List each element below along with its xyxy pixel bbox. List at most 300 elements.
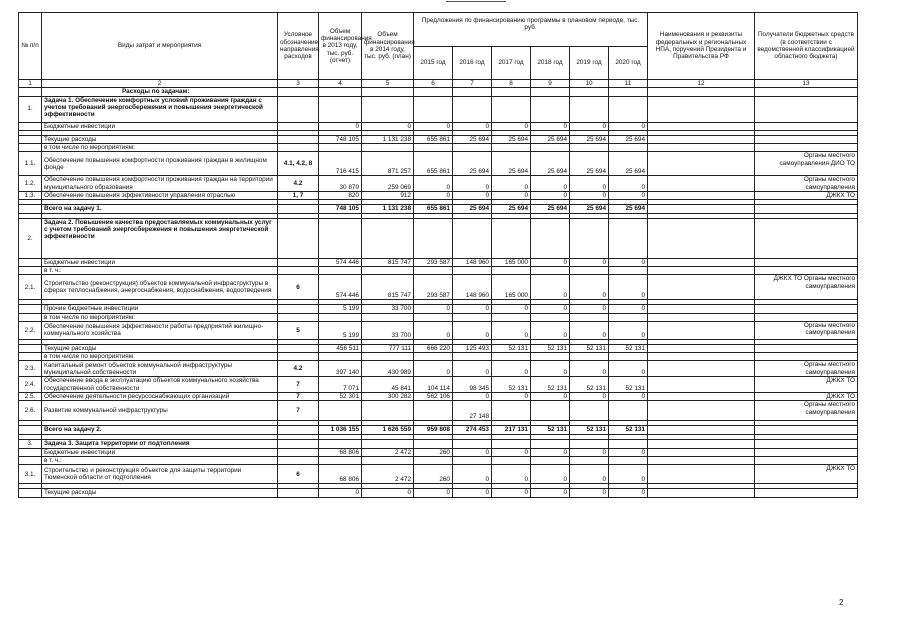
amount-cell <box>362 439 414 448</box>
amount-cell: 0 <box>453 305 492 313</box>
amount-cell: 0 <box>570 192 609 200</box>
amount-cell: 0 <box>453 192 492 200</box>
table-header <box>19 13 858 88</box>
amount-cell: 25 694 <box>609 152 648 176</box>
amount-cell: 25 694 <box>609 205 648 213</box>
table-row <box>19 439 858 448</box>
amount-cell: 0 <box>492 465 531 484</box>
column-number: 3 <box>278 80 319 88</box>
npa-cell <box>648 393 755 401</box>
recipient-cell <box>755 489 858 497</box>
amount-cell: 0 <box>531 258 570 266</box>
table-row <box>19 313 858 321</box>
amount-cell: 912 <box>362 192 414 200</box>
notation-code: 4.2 <box>278 176 319 192</box>
recipient-cell <box>755 96 858 122</box>
amount-cell: 0 <box>570 122 609 130</box>
notation-code <box>278 439 319 448</box>
amount-cell: 0 <box>570 321 609 339</box>
row-number <box>19 426 42 434</box>
row-description: Задача 1. Обеспечение комфортных условий проживания граждан с учетом требований энергосбережения и повышения энергетической эффективности <box>42 96 278 122</box>
npa-cell <box>648 275 755 300</box>
table-row <box>19 152 858 176</box>
amount-cell: 0 <box>609 192 648 200</box>
npa-cell <box>648 176 755 192</box>
header-year: 2016 год <box>453 47 492 80</box>
recipient-cell <box>755 218 858 258</box>
amount-cell: 0 <box>609 489 648 497</box>
amount-cell: 871 257 <box>362 152 414 176</box>
column-number: 6 <box>414 80 453 88</box>
notation-code: 4.1, 4.2, 8 <box>278 152 319 176</box>
recipient-cell: Органы местного самоуправления <box>755 361 858 377</box>
row-number <box>19 144 42 152</box>
amount-cell: 148 960 <box>453 258 492 266</box>
amount-cell: 0 <box>609 122 648 130</box>
table-row <box>19 361 858 377</box>
header-no: № п/п <box>19 13 42 80</box>
row-description: Обеспечение деятельности ресурсоснабжающих организаций <box>42 393 278 401</box>
amount-cell: 0 <box>414 361 453 377</box>
recipient-cell <box>755 448 858 456</box>
amount-cell <box>531 401 570 421</box>
recipient-cell: ДЖКХ ТО <box>755 393 858 401</box>
amount-cell <box>453 144 492 152</box>
table-row <box>19 122 858 130</box>
notation-code <box>278 305 319 313</box>
amount-cell <box>492 353 531 361</box>
amount-cell: 1 626 559 <box>362 426 414 434</box>
amount-cell <box>319 313 362 321</box>
table-row <box>19 305 858 313</box>
amount-cell: 820 <box>319 192 362 200</box>
amount-cell <box>414 96 453 122</box>
row-number <box>19 88 42 96</box>
recipient-cell: ДЖКХ ТО <box>755 465 858 484</box>
column-number: 9 <box>531 80 570 88</box>
recipient-cell: Органы местного самоуправления <box>755 401 858 421</box>
table-row <box>19 353 858 361</box>
amount-cell: 0 <box>609 465 648 484</box>
row-description: Расходы по задачам: <box>42 88 278 96</box>
amount-cell: 0 <box>453 393 492 401</box>
amount-cell: 25 694 <box>492 205 531 213</box>
amount-cell: 25 694 <box>570 205 609 213</box>
amount-cell: 959 808 <box>414 426 453 434</box>
amount-cell <box>531 218 570 258</box>
amount-cell: 748 105 <box>319 135 362 143</box>
amount-cell <box>414 439 453 448</box>
amount-cell: 25 694 <box>453 135 492 143</box>
amount-cell <box>414 266 453 274</box>
amount-cell: 0 <box>453 448 492 456</box>
amount-cell: 815 747 <box>362 258 414 266</box>
amount-cell: 293 587 <box>414 275 453 300</box>
amount-cell <box>570 96 609 122</box>
header-costs: Виды затрат и мероприятия <box>42 13 278 80</box>
row-description: Текущие расходы <box>42 489 278 497</box>
amount-cell <box>414 144 453 152</box>
table-row <box>19 426 858 434</box>
recipient-cell: ДЖКХ ТО <box>755 377 858 393</box>
amount-cell: 52 131 <box>492 344 531 352</box>
table-row <box>19 456 858 464</box>
npa-cell <box>648 489 755 497</box>
npa-cell <box>648 96 755 122</box>
column-number: 7 <box>453 80 492 88</box>
amount-cell: 0 <box>609 361 648 377</box>
amount-cell: 0 <box>492 192 531 200</box>
amount-cell <box>609 313 648 321</box>
amount-cell <box>319 96 362 122</box>
amount-cell <box>362 144 414 152</box>
recipient-cell <box>755 439 858 448</box>
amount-cell: 456 511 <box>319 344 362 352</box>
amount-cell: 0 <box>609 448 648 456</box>
npa-cell <box>648 258 755 266</box>
amount-cell <box>609 88 648 96</box>
table-row <box>19 393 858 401</box>
amount-cell: 397 140 <box>319 361 362 377</box>
row-number: 1.3. <box>19 192 42 200</box>
row-number: 2.1. <box>19 275 42 300</box>
row-number: 1.2. <box>19 176 42 192</box>
column-number: 8 <box>492 80 531 88</box>
amount-cell: 0 <box>492 361 531 377</box>
amount-cell: 666 220 <box>414 344 453 352</box>
amount-cell <box>609 401 648 421</box>
amount-cell: 25 694 <box>531 205 570 213</box>
amount-cell <box>492 144 531 152</box>
amount-cell <box>609 456 648 464</box>
row-description: Строительство и реконструкция объектов для защиты территории Тюменской области от подтопления <box>42 465 278 484</box>
amount-cell: 5 199 <box>319 305 362 313</box>
page-number: 2 <box>839 598 844 607</box>
row-number: 2.4. <box>19 377 42 393</box>
amount-cell: 0 <box>492 122 531 130</box>
npa-cell <box>648 456 755 464</box>
table-row <box>19 176 858 192</box>
header-year: 2019 год <box>570 47 609 80</box>
npa-cell <box>648 122 755 130</box>
amount-cell: 260 <box>414 448 453 456</box>
amount-cell <box>531 96 570 122</box>
amount-cell: 0 <box>531 361 570 377</box>
header-year: 2017 год <box>492 47 531 80</box>
amount-cell <box>492 456 531 464</box>
amount-cell: 0 <box>570 465 609 484</box>
amount-cell: 0 <box>570 393 609 401</box>
amount-cell: 0 <box>414 321 453 339</box>
column-number: 5 <box>362 80 414 88</box>
amount-cell: 165 000 <box>492 275 531 300</box>
amount-cell: 0 <box>570 361 609 377</box>
column-number: 1 <box>19 80 42 88</box>
amount-cell <box>609 353 648 361</box>
amount-cell: 52 131 <box>531 377 570 393</box>
amount-cell <box>453 96 492 122</box>
recipient-cell <box>755 456 858 464</box>
amount-cell <box>570 353 609 361</box>
header-notation: Условное обозначение направления расходов <box>278 13 319 80</box>
npa-cell <box>648 266 755 274</box>
amount-cell: 25 694 <box>570 152 609 176</box>
amount-cell <box>319 456 362 464</box>
notation-code <box>278 456 319 464</box>
amount-cell: 0 <box>531 465 570 484</box>
recipient-cell <box>755 144 858 152</box>
amount-cell: 7 071 <box>319 377 362 393</box>
header-year: 2018 год <box>531 47 570 80</box>
amount-cell: 217 131 <box>492 426 531 434</box>
recipient-cell <box>755 426 858 434</box>
amount-cell: 68 806 <box>319 465 362 484</box>
amount-cell: 52 131 <box>531 344 570 352</box>
npa-cell <box>648 426 755 434</box>
amount-cell: 0 <box>531 448 570 456</box>
header-npa: Наименования и реквизиты федеральных и региональных НПА, поручений Президента и Правительства РФ <box>648 13 755 80</box>
amount-cell: 52 131 <box>570 377 609 393</box>
row-description: Бюджетные инвестиции <box>42 258 278 266</box>
column-number: 11 <box>609 80 648 88</box>
amount-cell <box>414 456 453 464</box>
npa-cell <box>648 192 755 200</box>
amount-cell <box>453 266 492 274</box>
amount-cell <box>570 313 609 321</box>
recipient-cell <box>755 88 858 96</box>
amount-cell <box>570 88 609 96</box>
npa-cell <box>648 135 755 143</box>
row-number <box>19 489 42 497</box>
amount-cell: 0 <box>453 122 492 130</box>
notation-code <box>278 122 319 130</box>
amount-cell: 0 <box>492 393 531 401</box>
amount-cell: 0 <box>531 393 570 401</box>
amount-cell: 25 694 <box>609 135 648 143</box>
amount-cell: 0 <box>609 258 648 266</box>
amount-cell <box>492 313 531 321</box>
amount-cell: 0 <box>492 448 531 456</box>
table-row <box>19 218 858 258</box>
amount-cell: 0 <box>531 122 570 130</box>
amount-cell: 0 <box>414 122 453 130</box>
recipient-cell: Органы местного самоуправления <box>755 176 858 192</box>
amount-cell: 52 131 <box>570 426 609 434</box>
table-row <box>19 96 858 122</box>
amount-cell: 430 989 <box>362 361 414 377</box>
amount-cell: 0 <box>414 192 453 200</box>
amount-cell: 52 131 <box>570 344 609 352</box>
amount-cell <box>319 88 362 96</box>
amount-cell: 0 <box>531 305 570 313</box>
amount-cell: 30 870 <box>319 176 362 192</box>
amount-cell <box>453 218 492 258</box>
row-description: Обеспечение повышения комфортности проживания граждан на территории муниципального образования <box>42 176 278 192</box>
notation-code <box>278 144 319 152</box>
recipient-cell <box>755 258 858 266</box>
amount-cell: 1 036 155 <box>319 426 362 434</box>
amount-cell <box>414 88 453 96</box>
amount-cell <box>362 266 414 274</box>
notation-code: 6 <box>278 275 319 300</box>
amount-cell: 259 069 <box>362 176 414 192</box>
amount-cell: 815 747 <box>362 275 414 300</box>
row-description: Капитальный ремонт объектов коммунальной инфраструктуры муниципальной собственности <box>42 361 278 377</box>
notation-code <box>278 426 319 434</box>
recipient-cell <box>755 344 858 352</box>
amount-cell: 0 <box>414 489 453 497</box>
amount-cell: 0 <box>414 305 453 313</box>
row-number <box>19 266 42 274</box>
amount-cell <box>362 353 414 361</box>
row-description: в том числе по мероприятиям: <box>42 144 278 152</box>
amount-cell <box>492 96 531 122</box>
row-number <box>19 305 42 313</box>
amount-cell: 25 694 <box>492 152 531 176</box>
amount-cell <box>531 456 570 464</box>
amount-cell: 655 861 <box>414 205 453 213</box>
recipient-cell <box>755 122 858 130</box>
amount-cell: 165 000 <box>492 258 531 266</box>
npa-cell <box>648 321 755 339</box>
notation-code <box>278 489 319 497</box>
amount-cell: 293 587 <box>414 258 453 266</box>
amount-cell: 0 <box>453 176 492 192</box>
notation-code: 4.2 <box>278 361 319 377</box>
amount-cell <box>570 401 609 421</box>
amount-cell: 52 301 <box>319 393 362 401</box>
notation-code: 7 <box>278 377 319 393</box>
table-row <box>19 401 858 421</box>
recipient-cell: ДЖКХ ТО Органы местного самоуправления <box>755 275 858 300</box>
header-recipients: Получатели бюджетных средств (в соответствии с ведомственной классификацией областного бюджета) <box>755 13 858 80</box>
header-year: 2015 год <box>414 47 453 80</box>
amount-cell <box>609 96 648 122</box>
row-description: Обеспечение повышения эффективности управления отраслью <box>42 192 278 200</box>
recipient-cell: Органы местного самоуправления ДИО ТО <box>755 152 858 176</box>
row-number: 2.6. <box>19 401 42 421</box>
amount-cell <box>531 144 570 152</box>
amount-cell: 125 493 <box>453 344 492 352</box>
amount-cell: 25 694 <box>531 152 570 176</box>
amount-cell <box>570 439 609 448</box>
amount-cell: 52 131 <box>492 377 531 393</box>
amount-cell <box>319 266 362 274</box>
amount-cell <box>319 218 362 258</box>
row-description: в том числе по мероприятиям: <box>42 313 278 321</box>
header-vol-2013: Объем финансирования в 2013 году, тыс. руб. (отчет) <box>319 13 362 80</box>
amount-cell <box>319 439 362 448</box>
row-description: Обеспечение повышения эффективности работы предприятий жилищно-коммунального хозяйства <box>42 321 278 339</box>
npa-cell <box>648 144 755 152</box>
table-body <box>19 88 858 497</box>
column-number: 13 <box>755 80 858 88</box>
amount-cell: 0 <box>570 489 609 497</box>
amount-cell <box>453 456 492 464</box>
amount-cell: 0 <box>414 176 453 192</box>
row-number: 3. <box>19 439 42 448</box>
notation-code <box>278 313 319 321</box>
row-number <box>19 122 42 130</box>
npa-cell <box>648 377 755 393</box>
table-row <box>19 258 858 266</box>
npa-cell <box>648 305 755 313</box>
amount-cell: 2 472 <box>362 448 414 456</box>
table-row <box>19 275 858 300</box>
amount-cell <box>362 456 414 464</box>
amount-cell: 52 131 <box>609 426 648 434</box>
amount-cell: 0 <box>492 176 531 192</box>
amount-cell: 574 446 <box>319 275 362 300</box>
recipient-cell <box>755 305 858 313</box>
row-number <box>19 456 42 464</box>
amount-cell <box>453 353 492 361</box>
amount-cell <box>531 266 570 274</box>
amount-cell: 0 <box>453 489 492 497</box>
npa-cell <box>648 205 755 213</box>
table-row <box>19 448 858 456</box>
row-number <box>19 258 42 266</box>
amount-cell: 0 <box>492 321 531 339</box>
row-description: Задача 3. Защита территории от подтопления <box>42 439 278 448</box>
amount-cell: 777 111 <box>362 344 414 352</box>
amount-cell: 45 841 <box>362 377 414 393</box>
table-row <box>19 205 858 213</box>
notation-code: 5 <box>278 321 319 339</box>
amount-cell <box>609 218 648 258</box>
table-row <box>19 321 858 339</box>
amount-cell: 0 <box>453 361 492 377</box>
amount-cell <box>609 144 648 152</box>
row-description: в т. ч.: <box>42 266 278 274</box>
amount-cell <box>319 401 362 421</box>
amount-cell: 0 <box>453 465 492 484</box>
amount-cell: 25 694 <box>531 135 570 143</box>
notation-code <box>278 258 319 266</box>
notation-code: 6 <box>278 465 319 484</box>
amount-cell: 0 <box>453 321 492 339</box>
financing-table <box>18 12 858 498</box>
npa-cell <box>648 313 755 321</box>
row-number <box>19 448 42 456</box>
table-row <box>19 489 858 497</box>
row-description: Бюджетные инвестиции <box>42 448 278 456</box>
notation-code: 7 <box>278 401 319 421</box>
amount-cell: 52 131 <box>609 377 648 393</box>
amount-cell <box>531 313 570 321</box>
amount-cell: 52 131 <box>531 426 570 434</box>
npa-cell <box>648 361 755 377</box>
amount-cell <box>453 88 492 96</box>
npa-cell <box>648 88 755 96</box>
amount-cell: 68 806 <box>319 448 362 456</box>
amount-cell: 260 <box>414 465 453 484</box>
amount-cell: 5 199 <box>319 321 362 339</box>
amount-cell <box>414 218 453 258</box>
amount-cell: 0 <box>362 122 414 130</box>
row-description: Текущие расходы <box>42 344 278 352</box>
amount-cell <box>362 401 414 421</box>
row-description: Строительство (реконструкция) объектов коммунальной инфраструктуры в сферах теплоснабжения, энергоснабжения, водоснабжения, водоотведения <box>42 275 278 300</box>
table-row <box>19 266 858 274</box>
row-description: Текущие расходы <box>42 135 278 143</box>
amount-cell: 655 861 <box>414 135 453 143</box>
amount-cell: 148 960 <box>453 275 492 300</box>
row-description: Задача 2. Повышение качества предоставляемых коммунальных услуг с учетом требований энергосбережения и повышения энергетической эффективности <box>42 218 278 258</box>
header-proposals: Предложения по финансированию программы в плановом периоде, тыс. руб. <box>414 13 648 47</box>
notation-code <box>278 135 319 143</box>
notation-code <box>278 448 319 456</box>
